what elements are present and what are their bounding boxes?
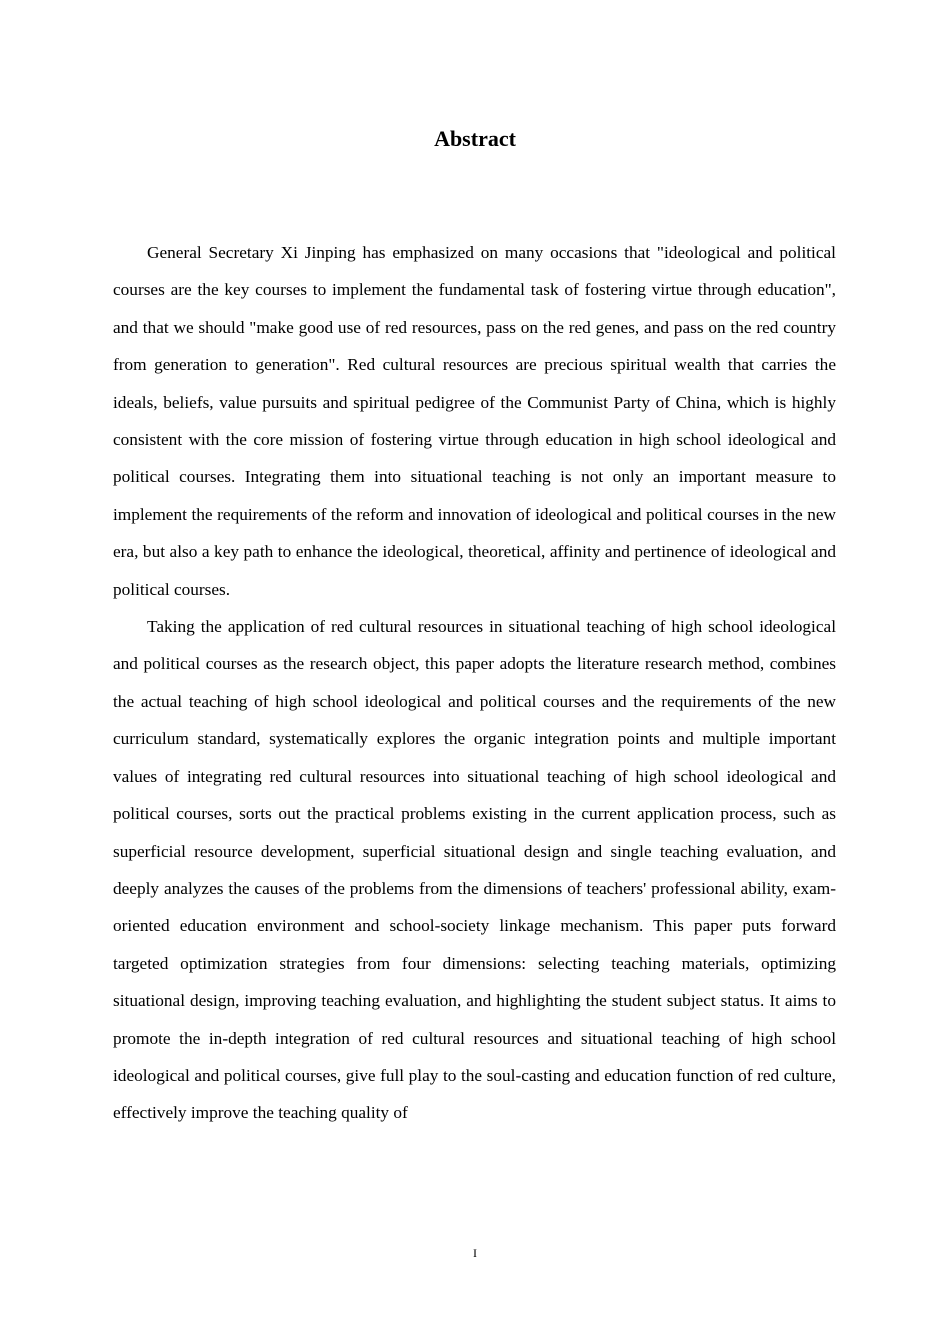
abstract-paragraph-1: General Secretary Xi Jinping has emphasized on many occasions that "ideological and political courses are the key courses to implement the fundamental task of fostering virtue through education", and that we should "make good use of red resources, pass on the red genes, and pass on the red country from generation to generation". Red cultural resources are precious spiritual wealth that carries the ideals, beliefs, value pursuits and spiritual pedigree of the Communist Party of China, which is highly consistent with the core mission of fostering virtue through education in high school ideological and political courses. Integrating them into situational teaching is not only an important measure to implement the requirements of the reform and innovation of ideological and political courses in the new era, but also a key path to enhance the ideological, theoretical, affinity and pertinence of ideological and political courses. [113,243,836,599]
page-number: I [473,1246,477,1260]
page-title: Abstract [434,126,516,151]
abstract-body [113,234,836,1132]
abstract-paragraph-2: Taking the application of red cultural resources in situational teaching of high school ideological and political courses as the research object, this paper adopts the literature research method, combines the actual teaching of high school ideological and political courses and the requirements of the new curriculum standard, systematically explores the organic integration points and multiple important values of integrating red cultural resources into situational teaching of high school ideological and political courses, sorts out the practical problems existing in the current application process, such as superficial resource development, superficial situational design and single teaching evaluation, and deeply analyzes the causes of the problems from the dimensions of teachers' professional ability, exam-oriented education environment and school-society linkage mechanism. This paper puts forward targeted optimization strategies from four dimensions: selecting teaching materials, optimizing situational design, improving teaching evaluation, and highlighting the student subject status. It aims to promote the in-depth integration of red cultural resources and situational teaching of high school ideological and political courses, give full play to the soul-casting and education function of red culture, effectively improve the teaching quality of [113,617,836,1123]
